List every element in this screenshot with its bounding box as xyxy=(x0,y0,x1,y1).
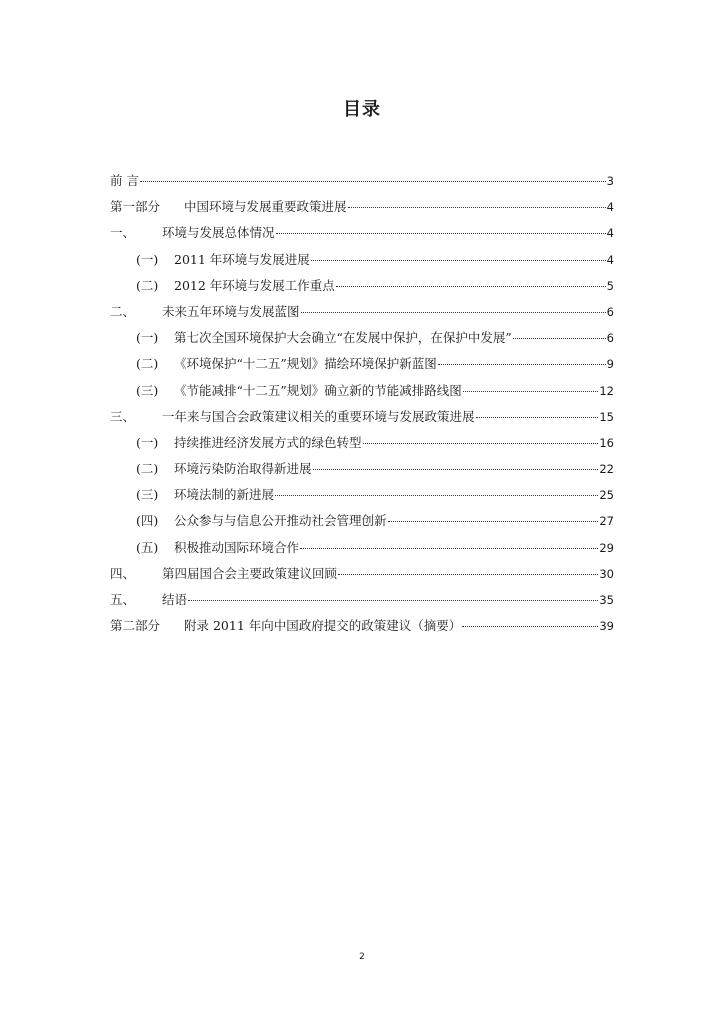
toc-leader-dots xyxy=(313,469,599,470)
toc-entry-page: 27 xyxy=(599,514,614,529)
toc-entry-part-one[interactable] xyxy=(110,196,614,222)
toc-leader-dots xyxy=(276,233,606,234)
toc-entry-chapter-3[interactable] xyxy=(110,406,614,432)
toc-entry-label: 《节能减排“十二五”规划》确立新的节能减排路线图 xyxy=(174,382,462,398)
toc-entry-section-3-5[interactable] xyxy=(110,537,614,563)
toc-leader-dots xyxy=(311,260,606,261)
toc-entry-section-3-4[interactable] xyxy=(110,510,614,536)
toc-entry-number: (一) xyxy=(136,330,159,346)
toc-entry-label: 附录 2011 年向中国政府提交的政策建议（摘要） xyxy=(184,618,462,634)
toc-entry-chapter-5[interactable] xyxy=(110,589,614,615)
toc-leader-dots xyxy=(476,417,599,418)
toc-entry-number: (一) xyxy=(136,434,159,450)
toc-entry-label: 环境法制的新进展 xyxy=(174,487,275,503)
toc-leader-dots xyxy=(462,626,598,627)
toc-leader-dots xyxy=(438,364,606,365)
toc-entry-page: 3 xyxy=(606,174,614,188)
toc-entry-label: 积极推动国际环境合作 xyxy=(174,539,300,555)
toc-entry-number: 二、 xyxy=(110,303,136,319)
toc-entry-number: 五、 xyxy=(110,592,136,607)
toc-entry-page: 6 xyxy=(606,331,614,346)
toc-entry-page: 4 xyxy=(606,252,614,267)
toc-leader-dots xyxy=(336,286,606,287)
toc-leader-dots xyxy=(188,600,598,601)
toc-leader-dots xyxy=(338,574,598,575)
toc-entry-label: 环境与发展总体情况 xyxy=(162,225,275,241)
toc-entry-label: 2011 年环境与发展进展 xyxy=(174,251,310,267)
toc-entry-label: 环境污染防治取得新进展 xyxy=(174,461,312,477)
toc-entry-label: 中国环境与发展重要政策进展 xyxy=(184,199,347,215)
toc-entry-page: 16 xyxy=(599,435,614,450)
toc-entry-section-1-2[interactable] xyxy=(110,275,614,301)
toc-entry-number: (二) xyxy=(136,277,159,293)
toc-leader-dots xyxy=(363,443,599,444)
toc-entry-label: 《环境保护“十二五”规划》描绘环境保护新蓝图 xyxy=(174,356,437,372)
toc-entry-number: (二) xyxy=(136,356,159,372)
toc-entry-label: 前 言 xyxy=(110,173,139,188)
toc-entry-section-2-3[interactable] xyxy=(110,380,614,406)
toc-entry-page: 30 xyxy=(599,566,614,581)
toc-entry-number: 四、 xyxy=(110,565,136,581)
toc-leader-dots xyxy=(388,521,599,522)
toc-entry-chapter-4[interactable] xyxy=(110,563,614,589)
toc-entry-page: 4 xyxy=(606,226,614,241)
toc-entry-label: 持续推进经济发展方式的绿色转型 xyxy=(174,434,362,450)
toc-entry-page: 12 xyxy=(599,383,614,398)
page-title: 目录 xyxy=(343,99,381,120)
toc-entry-page: 4 xyxy=(606,200,614,215)
toc-entry-label: 第四届国合会主要政策建议回顾 xyxy=(162,565,338,581)
toc-entry-number: 第一部分 xyxy=(110,199,161,215)
toc-entry-chapter-2[interactable] xyxy=(110,301,614,327)
toc-entry-label: 第七次全国环境保护大会确立“在发展中保护，在保护中发展” xyxy=(174,330,512,346)
toc-entry-page: 15 xyxy=(599,409,614,424)
toc-entry-part-two[interactable] xyxy=(110,615,614,641)
toc-entry-label: 一年来与国合会政策建议相关的重要环境与发展政策进展 xyxy=(162,408,475,424)
toc-entry-page: 5 xyxy=(606,278,614,293)
toc-entry-label: 2012 年环境与发展工作重点 xyxy=(174,277,335,293)
toc-leader-dots xyxy=(140,181,606,182)
toc-entry-page: 9 xyxy=(606,357,614,372)
toc-leader-dots xyxy=(301,312,606,313)
toc-entry-section-1-1[interactable] xyxy=(110,249,614,275)
toc-entry-page: 35 xyxy=(599,593,614,607)
toc-entry-page: 39 xyxy=(599,619,614,634)
toc-leader-dots xyxy=(300,548,598,549)
toc-entry-section-3-3[interactable] xyxy=(110,484,614,510)
toc-entry-preface[interactable] xyxy=(110,170,614,196)
toc-entry-page: 22 xyxy=(599,462,614,477)
toc-entry-section-2-2[interactable] xyxy=(110,353,614,379)
toc-entry-chapter-1[interactable] xyxy=(110,222,614,248)
toc-entry-label: 公众参与与信息公开推动社会管理创新 xyxy=(174,513,387,529)
page-number: 2 xyxy=(359,952,365,962)
toc-leader-dots xyxy=(348,207,606,208)
toc-entry-section-2-1[interactable] xyxy=(110,327,614,353)
toc-entry-number: 第二部分 xyxy=(110,618,161,634)
toc-leader-dots xyxy=(513,338,606,339)
toc-entry-number: (一) xyxy=(136,251,159,267)
toc-entry-page: 29 xyxy=(599,540,614,555)
table-of-contents xyxy=(110,170,614,641)
toc-entry-label: 结语 xyxy=(162,592,188,607)
toc-entry-number: (四) xyxy=(136,513,159,529)
toc-entry-number: (三) xyxy=(136,487,159,503)
toc-entry-number: (五) xyxy=(136,539,159,555)
toc-entry-page: 6 xyxy=(606,304,614,319)
toc-entry-section-3-2[interactable] xyxy=(110,458,614,484)
toc-entry-page: 25 xyxy=(599,488,614,503)
toc-entry-section-3-1[interactable] xyxy=(110,432,614,458)
toc-entry-label: 未来五年环境与发展蓝图 xyxy=(162,303,300,319)
toc-entry-number: (三) xyxy=(136,382,159,398)
toc-entry-number: (二) xyxy=(136,461,159,477)
toc-leader-dots xyxy=(463,391,599,392)
toc-leader-dots xyxy=(275,495,598,496)
toc-entry-number: 一、 xyxy=(110,225,136,241)
toc-entry-number: 三、 xyxy=(110,408,136,424)
